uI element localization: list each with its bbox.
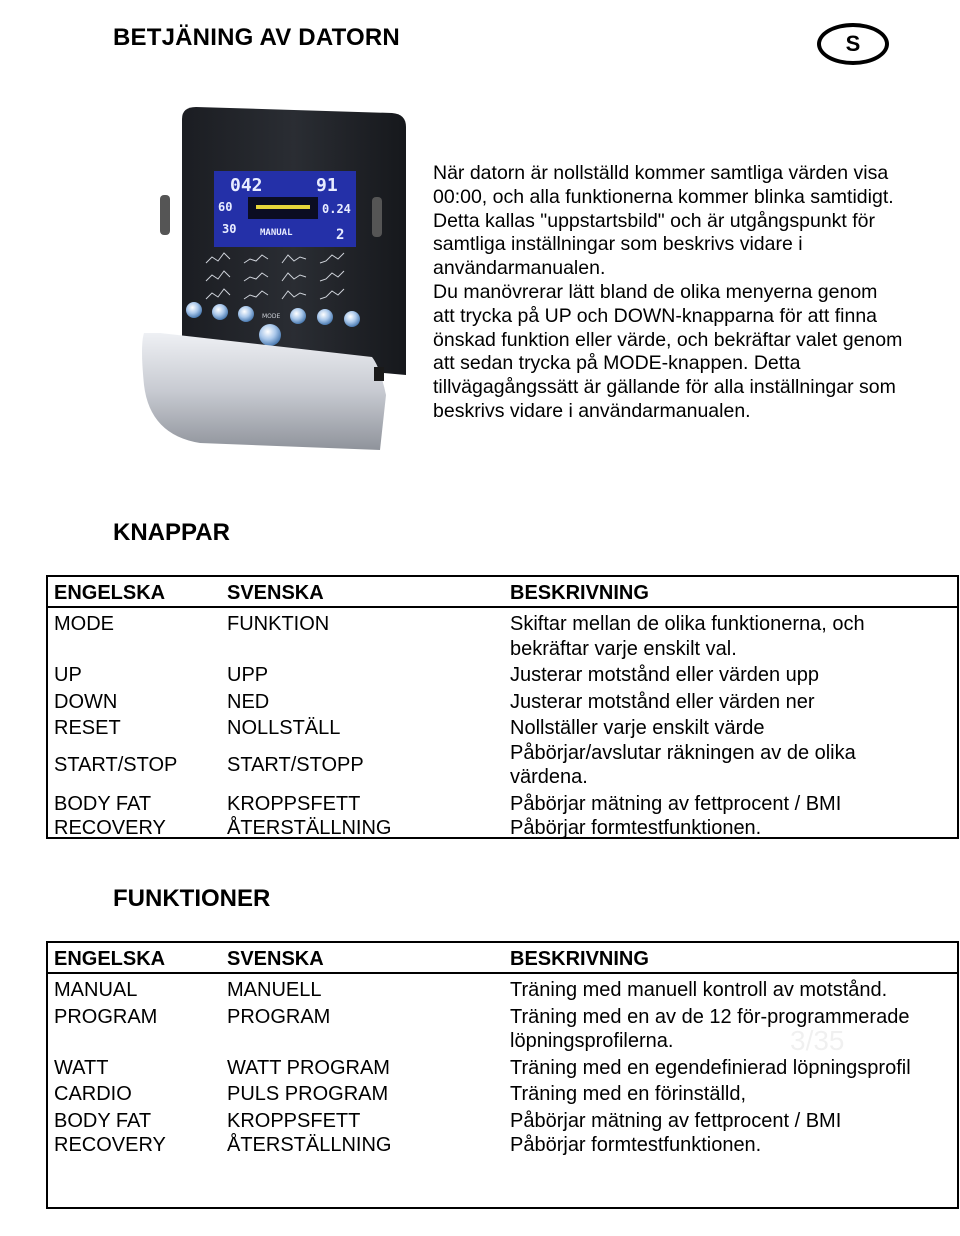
cell-swedish: ÅTERSTÄLLNING [227,817,392,839]
svg-text:60: 60 [218,200,233,214]
table-row [48,690,957,715]
cell-description: Påbörjar formtestfunktionen. [510,817,762,839]
language-badge: S [817,23,889,65]
cell-description: Påbörjar formtestfunktionen. [510,1134,762,1156]
intro-text [433,162,903,424]
table-row [48,741,957,790]
table-row [48,816,957,841]
cell-description: Träning med manuell kontroll av motstånd. [510,979,888,1001]
cell-english: BODY FAT [54,1109,152,1132]
cell-swedish: KROPPSFETT [227,1109,361,1132]
cell-english: MODE [54,613,114,635]
table-row [48,978,957,1003]
table-row [48,612,957,661]
svg-text:042: 042 [230,175,263,196]
cell-swedish: PULS PROGRAM [227,1083,389,1105]
cell-swedish: PROGRAM [227,1005,331,1028]
cell-description: Träning med en av de 12 för-programmerade löpningsprofilerna. [510,1005,910,1052]
cell-description: Påbörjar/avslutar räkningen av de olika värdena. [510,741,856,788]
column-header: BESKRIVNING [510,948,649,970]
section-title-functions: FUNKTIONER [113,885,271,912]
column-header: BESKRIVNING [510,582,649,604]
intro-paragraph: När datorn är nollställd kommer samtliga värden visa 00:00, och alla funktionerna kommer blinka samtidigt. Detta kallas "uppstartsbild" och är utgångspunkt för samtliga inställningar som beskrivs vidare i användarmanualen. [433,162,894,280]
cell-swedish: MANUELL [227,979,322,1001]
intro-paragraph: Du manövrerar lätt bland de olika menyerna genom att trycka på UP och DOWN-knapparna för att finna önskad funktion eller värde, och bekräftar valet genom att sedan trycka på MODE-knappen. Detta tillvägagångssätt är gällande för alla inställningar som beskrivs vidare i användarmanualen. [433,280,903,422]
page-number-watermark: 3/35 [790,1025,845,1056]
svg-text:MANUAL: MANUAL [260,228,293,238]
table-row [48,663,957,688]
cell-english: MANUAL [54,979,138,1001]
section-title-buttons: KNAPPAR [113,519,230,546]
table-header [48,577,957,608]
cell-english: CARDIO [54,1083,132,1105]
console-image [140,105,420,450]
cell-english: DOWN [54,690,118,713]
page-title: BETJÄNING AV DATORN [113,24,400,51]
functions-table [46,941,959,1209]
table-row [48,1109,957,1134]
cell-swedish: START/STOPP [227,753,364,776]
cell-english: RESET [54,717,121,739]
cell-english: RECOVERY [54,1134,166,1156]
cell-swedish: WATT PROGRAM [227,1056,390,1079]
cell-english: PROGRAM [54,1005,158,1028]
table-row [48,1056,957,1081]
cell-description: Nollställer varje enskilt värde [510,717,765,739]
cell-swedish: ÅTERSTÄLLNING [227,1134,392,1156]
table-header [48,943,957,974]
cell-swedish: UPP [227,664,269,686]
column-header: SVENSKA [227,948,324,970]
cell-english: RECOVERY [54,817,166,839]
cell-description: Träning med en förinställd, [510,1083,747,1105]
svg-text:2: 2 [336,227,345,243]
cell-swedish: FUNKTION [227,613,330,635]
table-row [48,1082,957,1107]
cell-english: UP [54,664,82,686]
column-header: ENGELSKA [54,948,166,970]
cell-swedish: NOLLSTÄLL [227,717,341,739]
svg-text:0.24: 0.24 [322,202,351,216]
cell-description: Träning med en egendefinierad löpningsprofil [510,1056,911,1079]
cell-description: Påbörjar mätning av fettprocent / BMI [510,792,842,815]
column-header: SVENSKA [227,582,324,604]
svg-text:MODE: MODE [262,313,281,320]
cell-swedish: NED [227,690,270,713]
cell-description: Skiftar mellan de olika funktionerna, och bekräftar varje enskilt val. [510,613,865,660]
svg-text:91: 91 [316,175,338,196]
cell-english: START/STOP [54,753,178,776]
svg-text:30: 30 [222,222,237,236]
table-row [48,792,957,817]
cell-english: WATT [54,1056,109,1079]
cell-english: BODY FAT [54,792,152,815]
table-row [48,716,957,741]
cell-description: Justerar motstånd eller värden upp [510,664,820,686]
cell-description: Justerar motstånd eller värden ner [510,690,815,713]
cell-swedish: KROPPSFETT [227,792,361,815]
table-row [48,1133,957,1158]
exercise-computer-illustration [140,105,420,450]
column-header: ENGELSKA [54,582,166,604]
cell-description: Påbörjar mätning av fettprocent / BMI [510,1109,842,1132]
buttons-table [46,575,959,839]
